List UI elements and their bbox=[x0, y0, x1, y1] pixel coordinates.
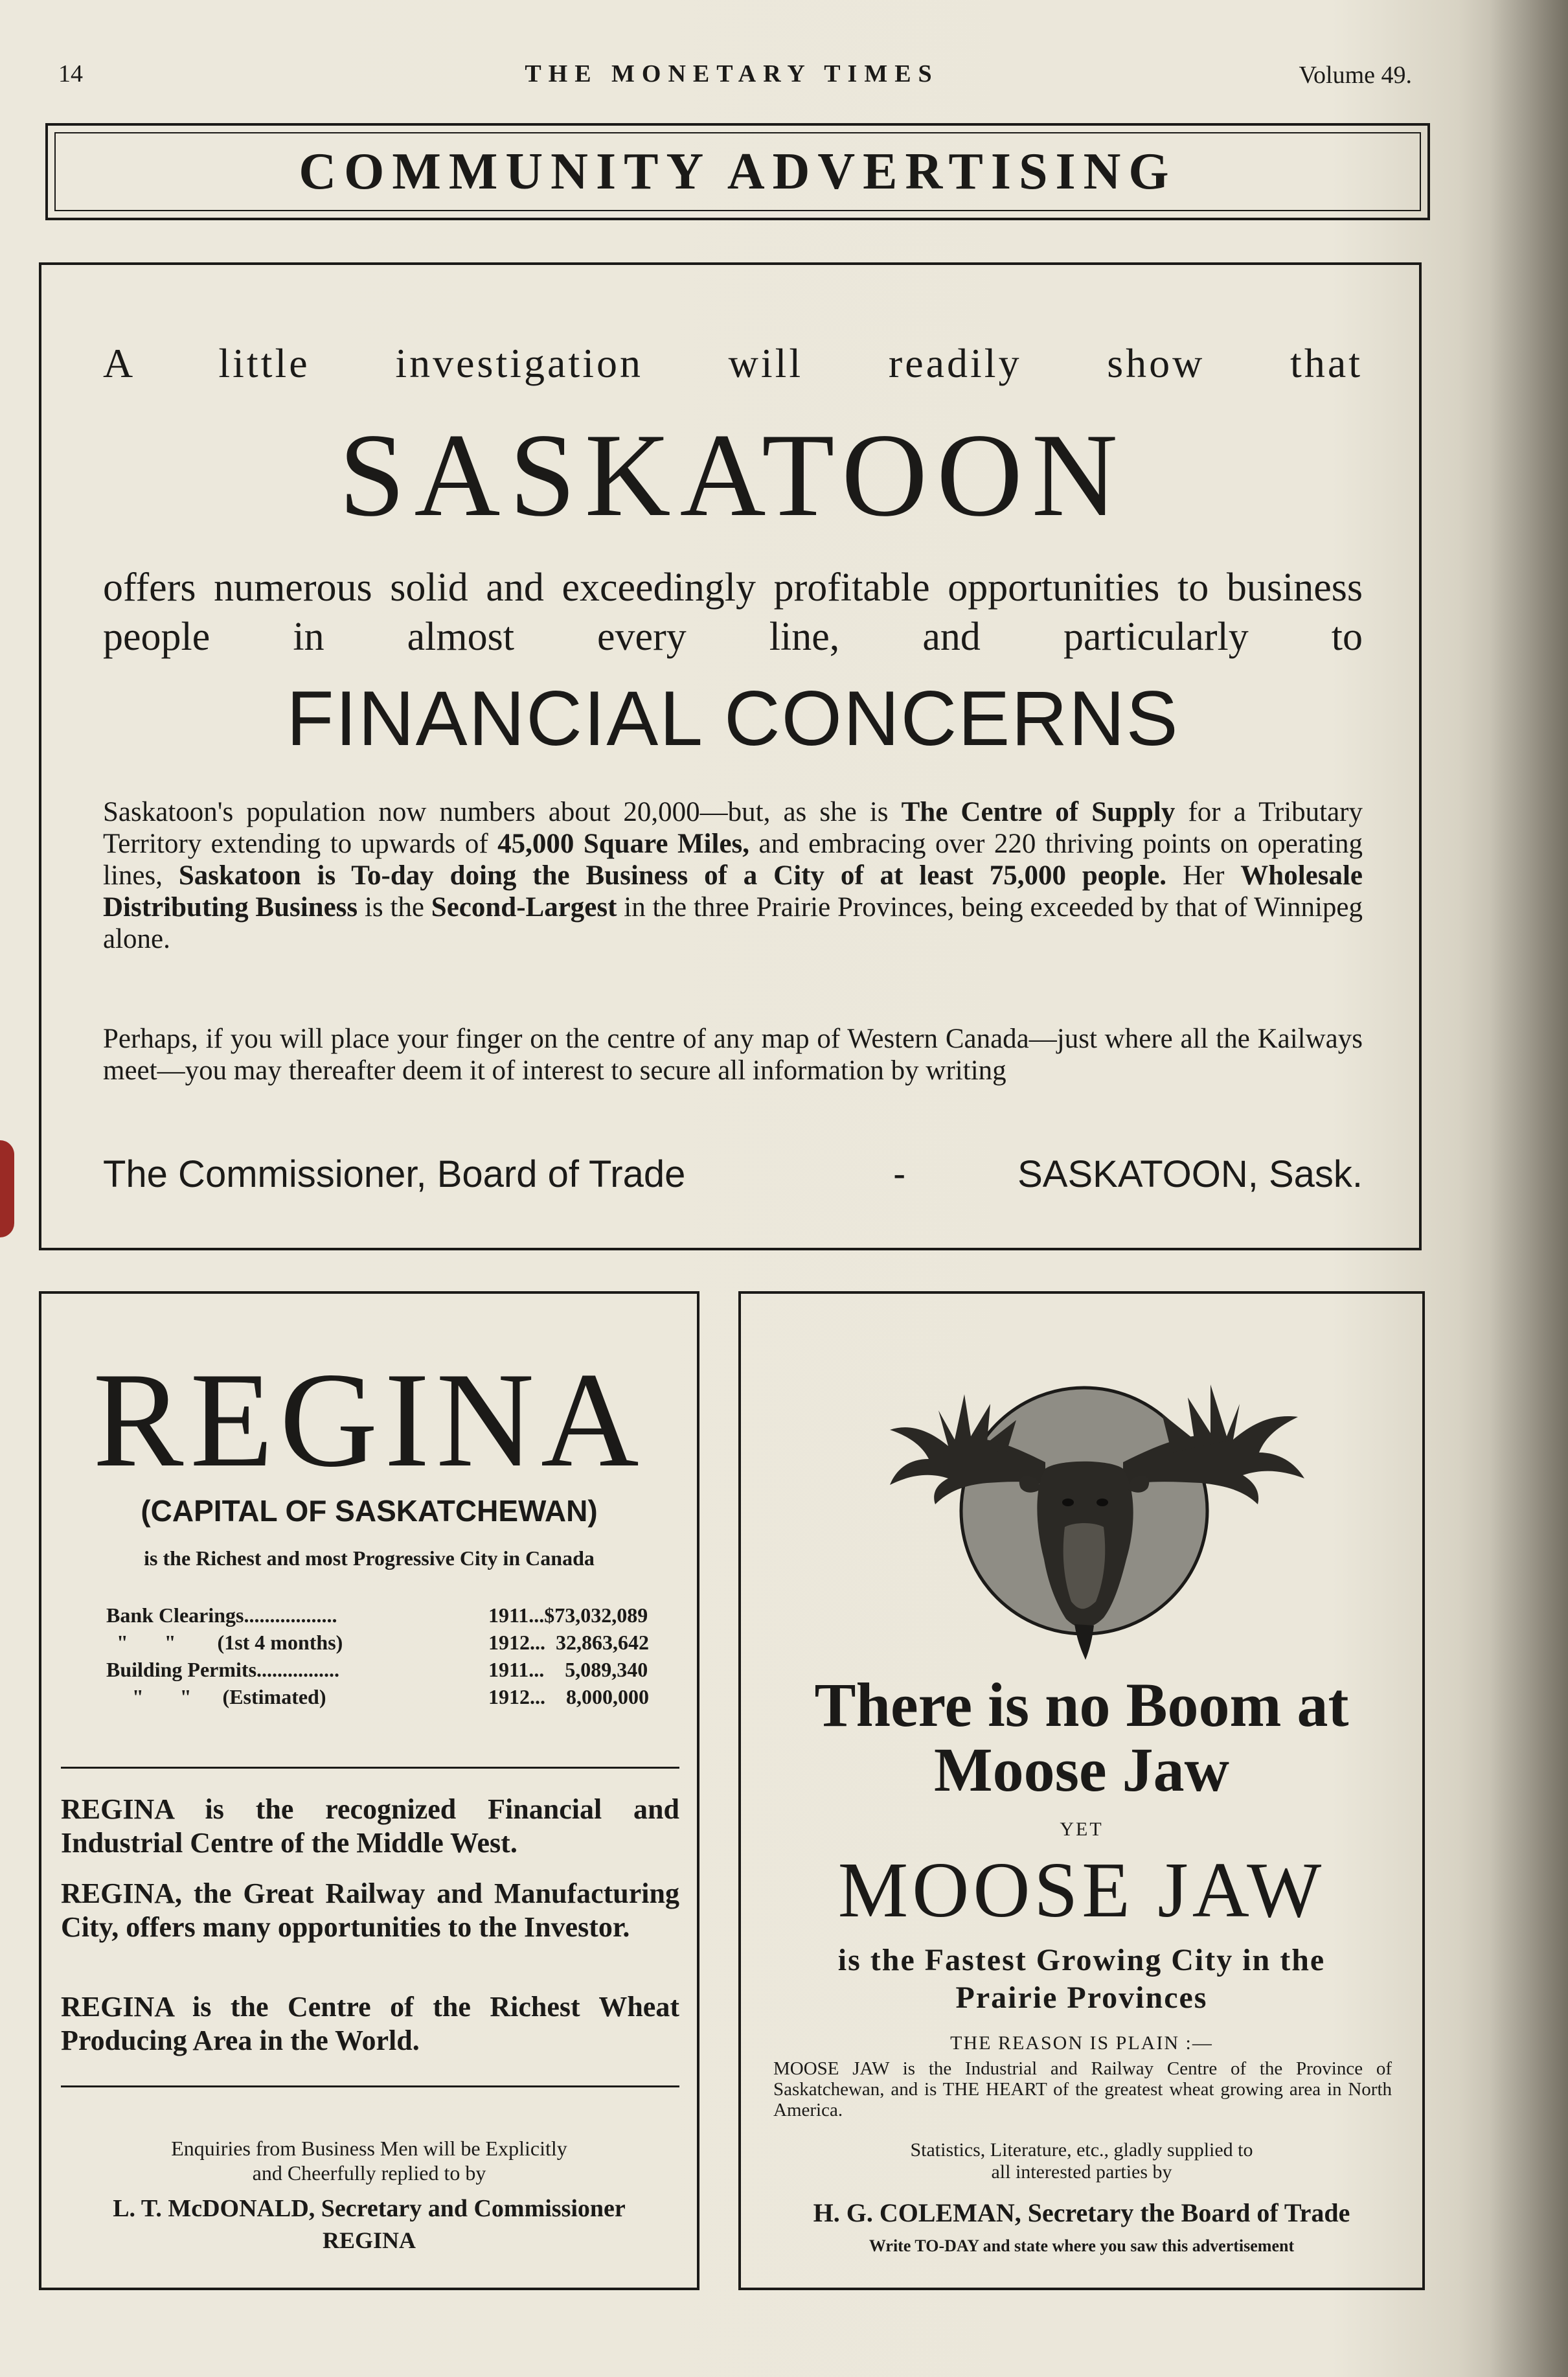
regina-richest-line: is the Richest and most Progressive City in Canada bbox=[144, 1546, 595, 1570]
saskatoon-advertisement bbox=[39, 262, 1422, 1250]
stats-label: Bank Clearings.................. bbox=[106, 1603, 337, 1627]
commissioner-address: The Commissioner, Board of Trade bbox=[103, 1153, 686, 1195]
body-emphasis: Wholesale Distributing Business bbox=[103, 860, 1363, 923]
financial-concerns-heading: FINANCIAL CONCERNS bbox=[286, 675, 1179, 762]
footer-dash: - bbox=[893, 1153, 906, 1195]
moose-jaw-city-name: MOOSE JAW bbox=[837, 1846, 1326, 1934]
regina-capital-label: (CAPITAL OF SASKATCHEWAN) bbox=[141, 1494, 598, 1528]
section-banner bbox=[45, 123, 1430, 220]
red-page-tab bbox=[0, 1140, 14, 1237]
saskatoon-second-paragraph: Perhaps, if you will place your finger on the centre of any map of Western Canada—just where all the Kailways meet—you may thereafter deem it of interest to secure all information by writing bbox=[103, 1024, 1363, 1086]
moose-jaw-reason: THE REASON IS PLAIN :— bbox=[950, 2032, 1213, 2054]
body-emphasis: Second-Largest bbox=[431, 892, 617, 923]
regina-statistics-table bbox=[106, 1602, 676, 1710]
body-text: in the three Prairie Provinces, being exceeded by that of Winnipeg alone. bbox=[103, 892, 1363, 954]
saskatoon-body-paragraph bbox=[103, 796, 1363, 955]
saskatoon-lead: A little investigation will readily show that bbox=[103, 340, 1363, 386]
section-title: COMMUNITY ADVERTISING bbox=[299, 143, 1177, 200]
running-head bbox=[58, 60, 1412, 98]
body-emphasis: 45,000 Square Miles, bbox=[497, 829, 750, 859]
stats-value: 1911...$73,032,089 bbox=[488, 1603, 648, 1627]
stats-label: " " (1st 4 months) bbox=[106, 1631, 343, 1654]
stats-label: " " (Estimated) bbox=[106, 1685, 326, 1708]
moose-jaw-write-note: Write TO-DAY and state where you saw this advertisement bbox=[869, 2236, 1295, 2255]
journal-title: THE MONETARY TIMES bbox=[525, 60, 939, 87]
regina-place: REGINA bbox=[322, 2227, 416, 2253]
body-emphasis: The Centre of Supply bbox=[901, 797, 1176, 827]
moose-jaw-body: MOOSE JAW is the Industrial and Railway Centre of the Province of Saskatchewan, and is THE HEART of the greatest wheat growing area in North America. bbox=[773, 2058, 1392, 2120]
divider-rule bbox=[61, 2085, 679, 2087]
page-number: 14 bbox=[58, 60, 83, 87]
saskatoon-offers: offers numerous solid and exceedingly profitable opportunities to business people in almost every line, and particularly to bbox=[103, 566, 1363, 659]
regina-paragraph-financial: REGINA is the recognized Financial and Industrial Centre of the Middle West. bbox=[61, 1793, 679, 1859]
body-emphasis: Saskatoon is To-day doing the Business of a City of at least 75,000 people. bbox=[178, 860, 1167, 891]
stats-row bbox=[106, 1683, 676, 1710]
body-text: for a Tributary Territory extending to upwards of bbox=[103, 797, 1363, 859]
stats-value: 1912... 32,863,642 bbox=[488, 1631, 649, 1654]
moose-jaw-fastest bbox=[741, 1942, 1422, 2017]
stats-value: 1912... 8,000,000 bbox=[488, 1685, 649, 1708]
section-banner-inner bbox=[54, 132, 1421, 211]
volume-label: Volume 49. bbox=[1299, 62, 1412, 89]
divider-rule bbox=[61, 1767, 679, 1769]
regina-enquiries bbox=[41, 2136, 697, 2185]
saskatoon-city-name: SASKATOON bbox=[339, 409, 1127, 541]
headline-text: There is no Boom at Moose Jaw bbox=[814, 1670, 1349, 1804]
stats-row bbox=[106, 1629, 676, 1656]
body-text: Saskatoon's population now numbers about 20,000—but, as she is bbox=[103, 797, 902, 827]
fastest-text: is the Fastest Growing City in the Prairie Provinces bbox=[837, 1943, 1326, 2015]
moose-jaw-yet: YET bbox=[1060, 1819, 1104, 1840]
statistics-text: Statistics, Literature, etc., gladly supplied to all interested parties by bbox=[910, 2139, 1253, 2183]
moose-jaw-headline bbox=[741, 1670, 1422, 1804]
regina-paragraph-wheat: REGINA is the Centre of the Richest Wheat Producing Area in the World. bbox=[61, 1991, 679, 2056]
regina-advertisement bbox=[39, 1291, 699, 2290]
moose-jaw-advertisement bbox=[738, 1291, 1425, 2290]
moose-jaw-signature: H. G. COLEMAN, Secretary the Board of Trade bbox=[813, 2198, 1350, 2227]
stats-row bbox=[106, 1602, 676, 1629]
body-text: Her bbox=[1166, 860, 1241, 891]
stats-value: 1911... 5,089,340 bbox=[488, 1658, 648, 1681]
body-text: and embracing over 220 thriving points on operating lines, bbox=[103, 829, 1363, 891]
stats-row bbox=[106, 1656, 676, 1683]
regina-signature: L. T. McDONALD, Secretary and Commissioner bbox=[113, 2195, 626, 2222]
moose-jaw-statistics bbox=[741, 2139, 1422, 2183]
stats-label: Building Permits................ bbox=[106, 1658, 340, 1681]
body-text: is the bbox=[358, 892, 431, 923]
saskatoon-location: SASKATOON, Sask. bbox=[1017, 1153, 1363, 1195]
page-spine-shadow bbox=[1490, 0, 1568, 2377]
enquiries-text: Enquiries from Business Men will be Explicitly and Cheerfully replied to by bbox=[171, 2137, 567, 2185]
regina-paragraph-railway: REGINA, the Great Railway and Manufacturing City, offers many opportunities to the Investor. bbox=[61, 1877, 679, 1943]
regina-title: REGINA bbox=[93, 1345, 646, 1495]
moose-head-icon bbox=[851, 1333, 1317, 1663]
